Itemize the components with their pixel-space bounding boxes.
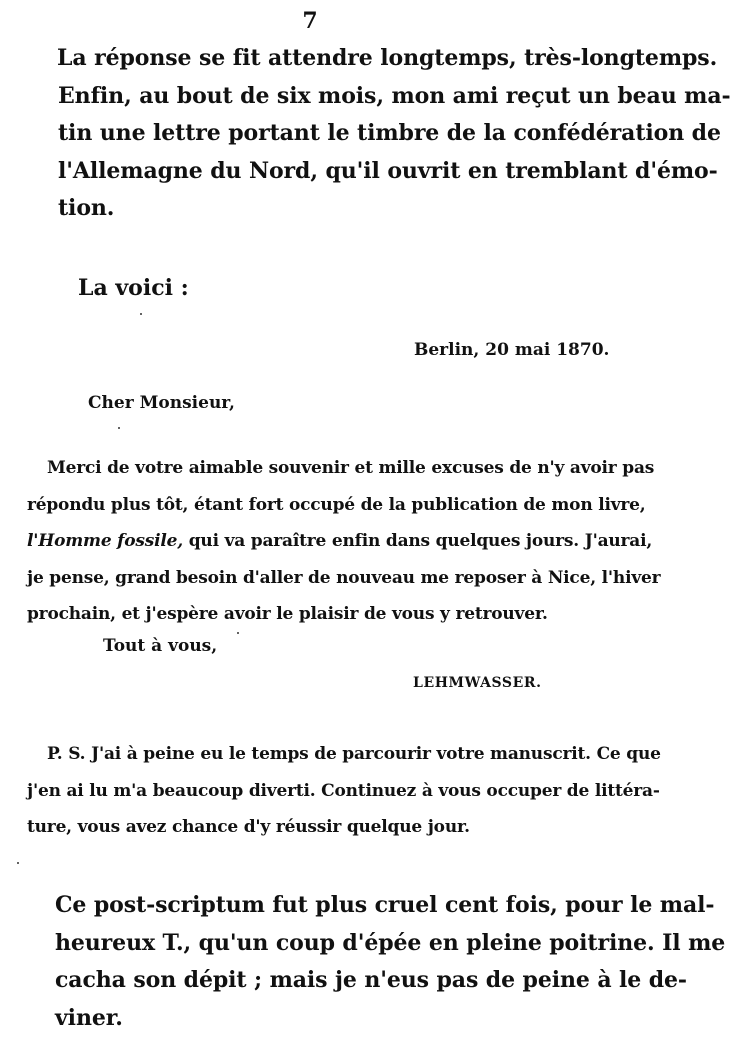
letter-line: prochain, et j'espère avoir le plaisir de vous y retrouver.	[27, 596, 603, 633]
letter-line: Merci de votre aimable souvenir et mille excuses de n'y avoir pas	[47, 450, 603, 487]
outro-line: heureux T., qu'un coup d'épée en pleine poitrine. Il me	[55, 925, 605, 963]
outro-line: cacha son dépit ; mais je n'eus pas de peine à le de-	[55, 962, 605, 1000]
postscript-paragraph	[27, 736, 603, 846]
letter-signature: LEHMWASSER.	[413, 675, 542, 691]
letter-line: répondu plus tôt, étant fort occupé de la publication de mon livre,	[27, 487, 603, 524]
book-title: l'Homme fossile,	[27, 531, 183, 551]
intro-line: tin une lettre portant le timbre de la confédération de	[58, 115, 608, 153]
intro-line: tion.	[58, 190, 608, 228]
postscript-line: j'en ai lu m'a beaucoup diverti. Continuez à vous occuper de littéra-	[27, 773, 603, 810]
letter-body	[27, 450, 603, 633]
intro-line: La réponse se fit attendre longtemps, très-longtemps.	[57, 40, 608, 78]
outro-line: viner.	[55, 1000, 605, 1037]
letter-line: je pense, grand besoin d'aller de nouveau me reposer à Nice, l'hiver	[27, 560, 603, 597]
letter-line	[27, 523, 603, 560]
intro-paragraph	[58, 40, 608, 228]
outro-line: Ce post-scriptum fut plus cruel cent fois, pour le mal-	[55, 887, 605, 925]
intro-line: l'Allemagne du Nord, qu'il ouvrit en tremblant d'émo-	[58, 153, 608, 191]
letter-closing: Tout à vous,	[103, 636, 217, 656]
page-number: 7	[0, 8, 620, 34]
letter-date: Berlin, 20 mai 1870.	[414, 340, 604, 360]
ink-speck	[140, 313, 142, 315]
ink-speck	[237, 632, 239, 634]
intro-line: Enfin, au bout de six mois, mon ami reçut un beau ma-	[58, 78, 608, 116]
letter-introduction: La voici :	[78, 275, 189, 301]
outro-paragraph	[55, 887, 605, 1037]
letter-line-rest: qui va paraître enfin dans quelques jours. J'aurai,	[189, 531, 652, 551]
letter-salutation: Cher Monsieur,	[88, 393, 235, 413]
postscript-line: ture, vous avez chance d'y réussir quelque jour.	[27, 809, 603, 846]
ink-speck	[118, 427, 120, 429]
postscript-line: P. S. J'ai à peine eu le temps de parcourir votre manuscrit. Ce que	[47, 736, 603, 773]
ink-speck	[17, 862, 19, 864]
